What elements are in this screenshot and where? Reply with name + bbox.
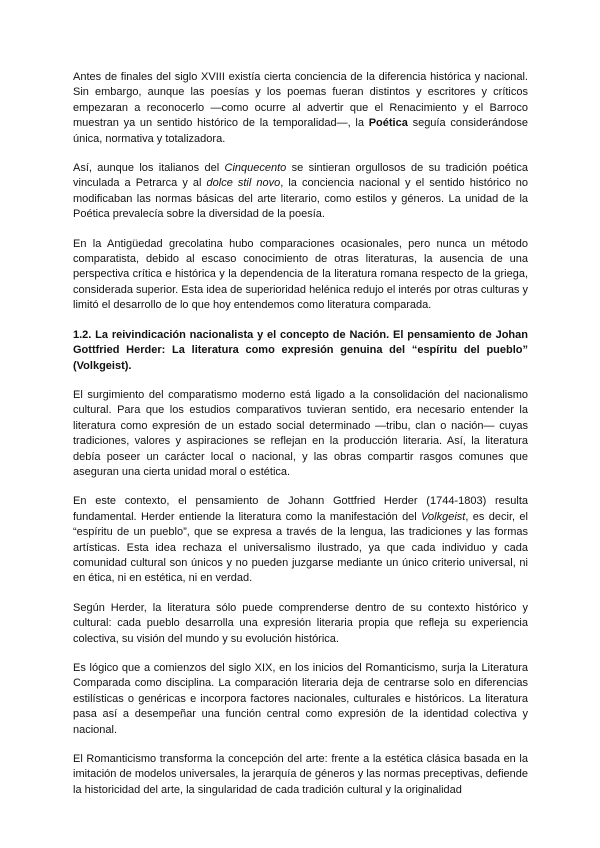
paragraph-1 <box>73 70 528 147</box>
cinquecento-italic-term: Cinquecento <box>224 162 287 175</box>
volkgeist-italic-term: Volkgeist <box>421 510 466 523</box>
section-heading: 1.2. La reivindicación nacionalista y el concepto de Nación. El pensamiento de Johan Gottfried Herder: La literatura como expresión genuina del “espíritu del pueblo” (Volkgeist). <box>73 328 528 372</box>
paragraph-5 <box>73 494 528 586</box>
dolce-stil-novo-italic-term: dolce stil novo <box>206 177 281 190</box>
paragraph-2 <box>73 161 528 223</box>
paragraph-1-text-b: seguía considerándose única, normativa y totalizadora. <box>73 117 528 145</box>
document-page <box>73 70 528 812</box>
poetica-bold-term: Poética <box>368 117 408 130</box>
paragraph-2-text-b: se sintieran orgullosos de su tradición poética vinculada a Petrarca y al <box>73 162 528 190</box>
paragraph-6: Según Herder, la literatura sólo puede comprenderse dentro de su contexto histórico y cultural: cada pueblo desarrolla una expresión literaria propia que refleja su experiencia colectiva, su visión del mundo y su evolución histórica. <box>73 601 528 645</box>
paragraph-5-text-a: En este contexto, el pensamiento de Johann Gottfried Herder (1744-1803) resulta fundamental. Herder entiende la literatura como la manifestación del <box>73 495 528 523</box>
paragraph-1-text-a: Antes de finales del siglo XVIII existía cierta conciencia de la diferencia histórica y nacional. Sin embargo, aunque las poesías y los poemas fueran distintos y escritores y críticos empezaran a reconocerlo —como ocurre al advertir que el Renacimiento y el Barroco muestran ya un sentido histórico de la temporalidad—, la <box>73 71 528 130</box>
paragraph-8: El Romanticismo transforma la concepción del arte: frente a la estética clásica basada en la imitación de modelos universales, la jerarquía de géneros y las normas preceptivas, defiende la historicidad del arte, la singularidad de cada tradición cultural y la originalidad <box>73 753 528 796</box>
paragraph-2-text-a: Así, aunque los italianos del <box>73 162 225 175</box>
paragraph-5-text-b: , es decir, el “espíritu de un pueblo”, que se expresa a través de la lengua, las tradiciones y las formas artísticas. Esta idea rechaza el universalismo ilustrado, ya que cada individuo y cada comunidad cultural son únicos y no pueden juzgarse mediante un único criterio universal, ni en ética, ni en estética, ni en verdad. <box>73 510 528 585</box>
paragraph-3: En la Antigüedad grecolatina hubo comparaciones ocasionales, pero nunca un método comparatista, debido al escaso conocimiento de otras literaturas, la ausencia de una perspectiva crítica e histórica y la dependencia de la literatura romana respecto de la griega, considerada superior. Esta idea de superioridad helénica redujo el interés por otras culturas y limitó el desarrollo de lo que hoy entendemos como literatura comparada. <box>73 237 528 312</box>
paragraph-4: El surgimiento del comparatismo moderno está ligado a la consolidación del nacionalismo cultural. Para que los estudios comparativos tuvieran sentido, era necesario entender la literatura como expresión de un estado social determinado —tribu, clan o nación— cuyas tradiciones, valores y aspiraciones se reflejan en la producción literaria. Así, la literatura debía poseer un carácter local o nacional, y las obras compartir rasgos comunes que aseguran una cierta unidad moral o estética. <box>73 388 528 478</box>
paragraph-7: Es lógico que a comienzos del siglo XIX, en los inicios del Romanticismo, surja la Literatura Comparada como disciplina. La comparación literaria deja de centrarse solo en diferencias estilísticas o genéricas e incorpora factores nacionales, culturales e históricos. La literatura pasa así a desempeñar una función central como expresión de la identidad colectiva y nacional. <box>73 662 528 736</box>
paragraph-2-text-c: , la conciencia nacional y el sentido histórico no modificaban las normas básicas del arte literario, como estilos y géneros. La unidad de la Poética prevalecía sobre la diversidad de la poesía. <box>73 177 528 221</box>
